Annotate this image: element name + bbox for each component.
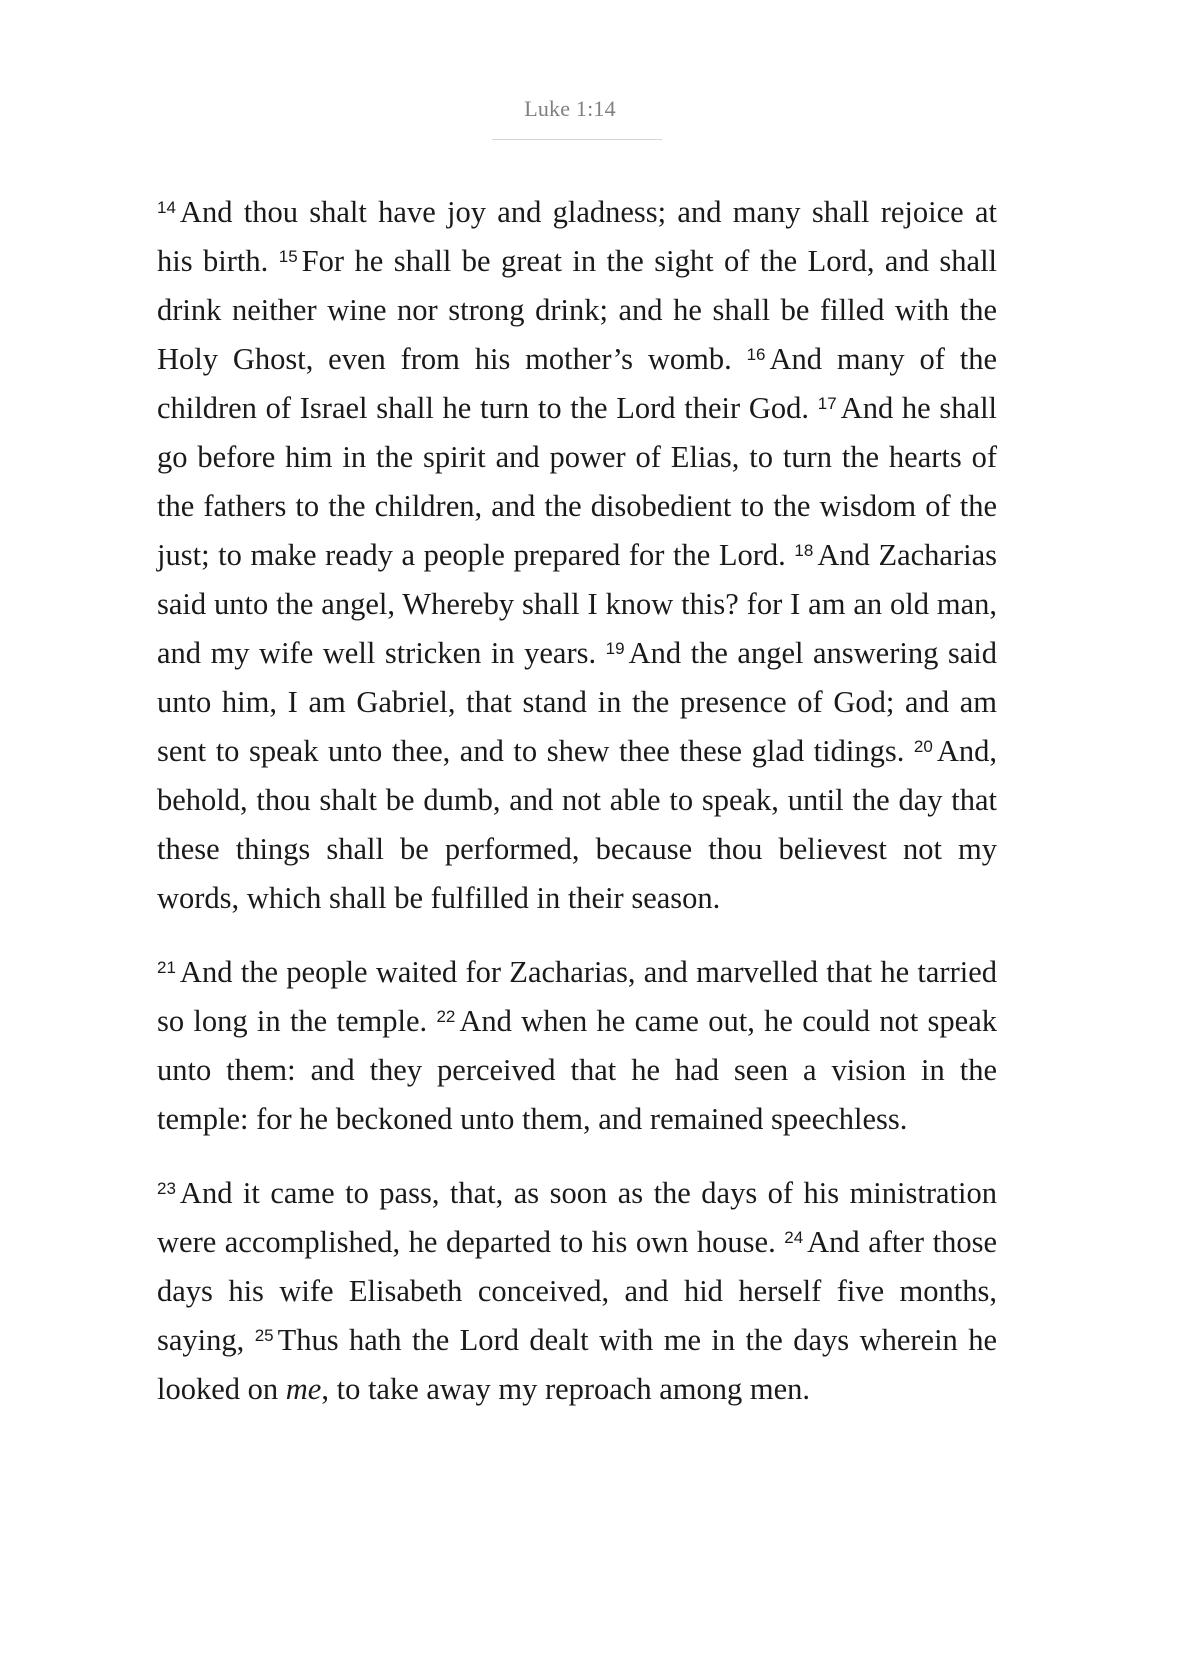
- verse-text-italic: me: [285, 1372, 322, 1406]
- verse-number: 17: [817, 393, 837, 413]
- verse-text: And it came to pass, that, as soon as the days of his ministration were accomplished, he departed to his own house.: [157, 1176, 997, 1259]
- scripture-text: [157, 188, 997, 1439]
- verse-text: And the angel answering said unto him, I am Gabriel, that stand in the presence of God; and am sent to speak unto thee, and to shew thee these glad tidings.: [157, 636, 997, 768]
- paragraph: [157, 948, 997, 1144]
- verse-text: And after those days his wife Elisabeth conceived, and hid herself five months, saying,: [157, 1225, 997, 1357]
- verse-number: 24: [784, 1227, 804, 1247]
- verse-text: And thou shalt have joy and gladness; and many shall rejoice at his birth.: [157, 195, 997, 278]
- verse-text: And when he came out, he could not speak unto them: and they perceived that he had seen a vision in the temple: for he beckoned unto them, and remained speechless.: [157, 1004, 998, 1136]
- verse-number: 15: [278, 246, 298, 266]
- verse-number: 16: [746, 344, 766, 364]
- verse-number: 20: [913, 736, 933, 756]
- paragraph: [157, 188, 997, 923]
- verse-text: , to take away my reproach among men.: [321, 1372, 811, 1406]
- verse-text: Thus hath the Lord dealt with me in the days wherein he looked on: [157, 1323, 998, 1406]
- header-divider: [492, 139, 662, 140]
- verse-number: 21: [157, 957, 176, 977]
- verse-number: 19: [605, 638, 625, 658]
- verse-number: 18: [794, 540, 814, 560]
- verse-text: And Zacharias said unto the angel, Whereby shall I know this? for I am an old man, and my wife well stricken in years.: [157, 538, 998, 670]
- paragraph: [157, 1169, 997, 1414]
- verse-number: 14: [157, 197, 176, 217]
- verse-text: And, behold, thou shalt be dumb, and not able to speak, until the day that these things shall be performed, because thou believest not my words, which shall be fulfilled in their season.: [157, 734, 997, 915]
- verse-text: And the people waited for Zacharias, and marvelled that he tarried so long in the temple.: [157, 955, 997, 1038]
- verse-text: For he shall be great in the sight of the Lord, and shall drink neither wine nor strong drink; and he shall be filled with the Holy Ghost, even from his mother’s womb.: [157, 244, 998, 376]
- chapter-verse-reference: Luke 1:14: [524, 96, 616, 121]
- verse-number: 23: [157, 1178, 176, 1198]
- verse-text: And many of the children of Israel shall he turn to the Lord their God.: [157, 342, 997, 425]
- verse-number: 22: [436, 1006, 456, 1026]
- verse-text: And he shall go before him in the spirit and power of Elias, to turn the hearts of the fathers to the children, and the disobedient to the wisdom of the just; to make ready a people prepared for the Lord.: [157, 391, 998, 572]
- verse-number: 25: [254, 1325, 274, 1345]
